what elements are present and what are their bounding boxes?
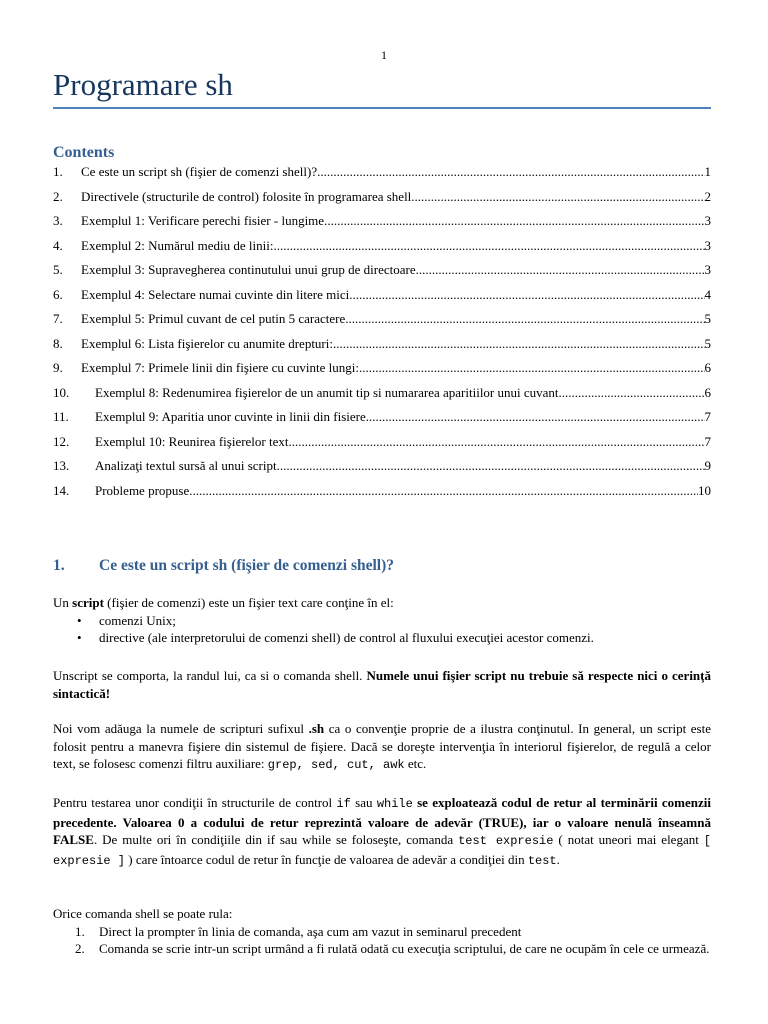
toc-entry-title: Exemplul 10: Reunirea fişierelor text [95,433,289,449]
toc-entry[interactable] [53,458,711,483]
toc-entry-page: 6 [704,360,711,375]
toc-entry[interactable] [53,213,711,238]
toc-dot-leader [273,238,704,254]
toc-dot-leader [289,434,705,450]
section-title: Ce este un script sh (fişier de comenzi shell)? [99,557,395,574]
toc-dot-leader [189,483,698,499]
toc-entry[interactable] [53,238,711,263]
toc-entry-page: 3 [704,262,711,277]
toc-entry[interactable] [53,287,711,312]
toc-entry-number: 12. [53,433,70,449]
list-text: Comanda se scrie intr-un script urmând a fi rulată odată cu execuţia scriptului, de care ne ocupăm în cele ce urmează. [99,941,710,956]
toc-dot-leader [559,385,705,401]
list-number: 2. [75,941,85,956]
toc-entry-title: Ce este un script sh (fişier de comenzi shell)? [81,164,318,179]
toc-entry-number: 7. [53,311,63,326]
paragraph-return-code [53,794,711,870]
text-run: etc. [404,756,427,771]
toc-entry-page: 1 [704,164,711,179]
bold-term: script [72,595,104,610]
toc-entry-number: 11. [53,409,69,424]
text-run: Pentru testarea unor condiţii în structurile de control [53,795,337,810]
toc-entry-page: 10 [698,482,711,498]
toc-entry-number: 2. [53,188,63,204]
toc-entry-page: 3 [704,213,711,228]
text-run: Unscript se comporta, la randul lui, ca si o comanda shell. [53,668,367,683]
paragraph-sh-suffix [53,720,711,775]
table-of-contents [53,164,711,507]
intro-line: Orice comanda shell se poate rula: [53,906,233,921]
toc-entry-number: 9. [53,360,63,375]
toc-entry[interactable] [53,434,711,459]
toc-entry[interactable] [53,483,711,508]
toc-dot-leader [359,360,704,376]
code-bracket-expresie: [ expresie ] [53,834,711,868]
toc-entry-number: 6. [53,286,63,302]
bold-statement: Numele unui fişier script nu trebuie să respecte nici o cerinţă sintactică! [53,668,711,701]
toc-entry-title: Directivele (structurile de control) folosite în programarea shell [81,188,412,204]
code-if: if [336,797,351,811]
list-item [53,940,711,958]
toc-entry-title: Exemplul 7: Primele linii din fişiere cu cuvinte lungi: [81,360,360,375]
toc-entry-page: 9 [704,458,711,473]
bullet-list [53,612,711,647]
text-run: Noi vom adăuga la numele de scripturi sufixul [53,721,309,736]
code-test: test [527,853,557,868]
text-run: ca o convenţie proprie de a ilustra conţinutul. In general, un script este folosit pentru a manevra fişiere din sistemul de fişiere. Dacă se doreşte intervenţia în interiorul fişierelor, de regulă a celor text, se folosesc comenzi filtru auxiliare: [53,721,711,771]
toc-entry-number: 4. [53,237,63,253]
toc-entry-page: 5 [704,311,711,326]
text-run: Un [53,595,73,610]
toc-entry-number: 13. [53,458,70,473]
text-run: ( notat uneori mai elegant [553,832,704,847]
toc-dot-leader [345,311,704,327]
toc-dot-leader [317,164,704,180]
text-run: (fişier de comenzi) este un fişier text care conţine în el: [103,595,394,610]
numbered-list [53,923,711,958]
toc-entry[interactable] [53,360,711,385]
page-number: 1 [381,48,387,62]
toc-entry-page: 7 [704,433,711,449]
list-text: Direct la prompter în linia de comanda, aşa cum am vazut in seminarul precedent [99,923,522,939]
paragraph-script-behaviour [53,667,711,702]
toc-entry-number: 10. [53,384,70,400]
paragraph-running-commands [53,905,711,958]
toc-entry-number: 1. [53,164,63,179]
code-while: while [376,797,413,811]
toc-dot-leader [411,189,704,205]
toc-dot-leader [416,262,705,278]
text-run: ) care întoarce codul de retur în funcţie de valoarea de adevăr a condiţiei din [125,851,528,867]
toc-entry-title: Analizaţi textul sursă al unui script [95,458,277,473]
toc-dot-leader [333,336,705,352]
toc-dot-leader [324,213,704,229]
code-test-expresie: test expresie [458,834,554,848]
bold-suffix: .sh [308,721,325,736]
toc-entry-page: 7 [704,409,711,424]
toc-entry[interactable] [53,262,711,287]
toc-dot-leader [277,458,705,474]
toc-entry[interactable] [53,336,711,361]
toc-entry-title: Exemplul 1: Verificare perechi fisier - lungime [81,213,325,228]
toc-entry-title: Exemplul 6: Lista fişierelor cu anumite drepturi: [81,335,333,351]
list-item: • directive (ale interpretorului de comenzi shell) de control al fluxului execuţiei acestor comenzi. [53,629,711,647]
list-number: 1. [75,923,85,939]
toc-entry-title: Exemplul 2: Numărul mediu de linii: [81,237,274,253]
code-filters: grep, sed, cut, awk [267,758,405,772]
text-run: . [556,851,560,867]
toc-entry[interactable] [53,409,711,434]
toc-entry[interactable] [53,189,711,214]
contents-heading: Contents [53,144,115,161]
text-run: . De multe ori în condiţiile din if sau while se foloseşte, comanda [93,832,459,847]
toc-entry-page: 6 [704,384,711,400]
toc-entry-title: Exemplul 9: Aparitia unor cuvinte in linii din fisiere [95,409,366,424]
toc-entry-title: Probleme propuse [95,482,190,498]
toc-entry[interactable] [53,164,711,189]
definition-line [53,594,711,612]
toc-entry-title: Exemplul 8: Redenumirea fişierelor de un anumit tip si numararea aparitiilor unui cuvant [95,384,559,400]
toc-entry[interactable] [53,385,711,410]
toc-entry-number: 3. [53,213,63,228]
paragraph-script-definition [53,594,711,647]
toc-entry-title: Exemplul 5: Primul cuvant de cel putin 5 caractere [81,311,346,326]
toc-entry-page: 4 [704,286,711,302]
document-title: Programare sh [53,67,233,102]
text-run: sau [350,795,377,810]
toc-dot-leader [349,287,704,303]
title-underline [53,107,711,109]
toc-dot-leader [366,409,705,425]
toc-entry[interactable] [53,311,711,336]
toc-entry-page: 5 [704,335,711,351]
toc-entry-number: 14. [53,482,70,498]
toc-entry-number: 8. [53,335,63,351]
toc-entry-title: Exemplul 3: Supravegherea continutului unui grup de directoare [81,262,416,277]
list-item: • comenzi Unix; [53,612,711,630]
section-1-heading [53,556,394,575]
list-item [53,923,711,941]
toc-entry-page: 3 [704,237,711,253]
toc-entry-title: Exemplul 4: Selectare numai cuvinte din litere mici [81,286,350,302]
toc-entry-page: 2 [704,188,711,204]
bold-statement: se exploatează codul de retur al terminării comenzii precedente. Valoarea 0 a codului de retur reprezintă valoare de adevăr (TRUE), iar o valoare nenulă înseamnă FALSE [53,795,711,847]
section-number: 1. [53,557,65,574]
toc-entry-number: 5. [53,262,63,277]
